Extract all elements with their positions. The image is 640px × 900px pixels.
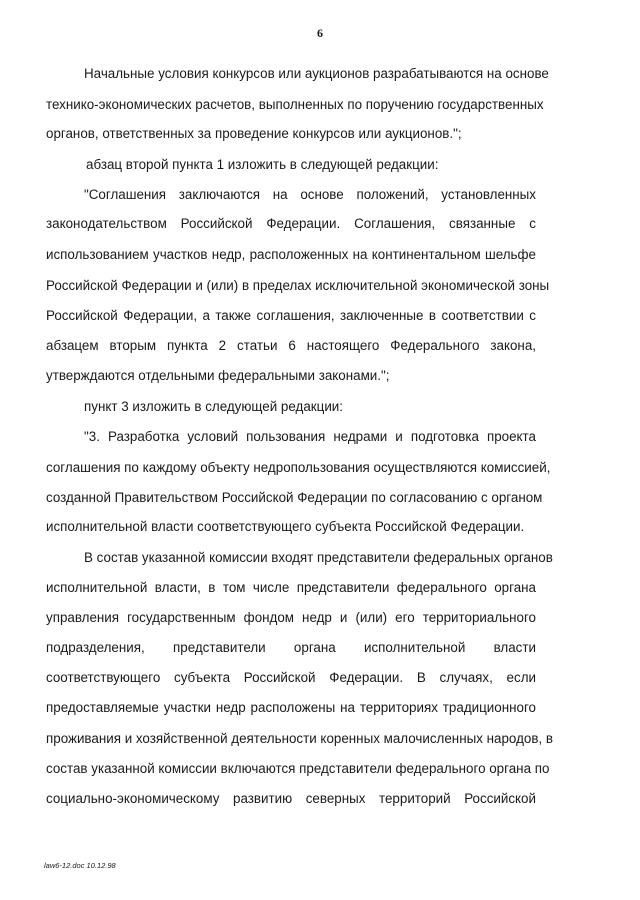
- paragraph-line: Начальные условия конкурсов или аукционов разрабатываются на основе: [84, 66, 549, 81]
- paragraph-line: проживания и хозяйственной деятельности коренных малочисленных народов, в: [46, 731, 553, 746]
- paragraph-line: "Соглашения заключаются на основе положений, установленных: [84, 187, 536, 202]
- page-number: 6: [317, 26, 323, 40]
- paragraph-line: управления государственным фондом недр и (или) его территориального: [46, 610, 536, 625]
- paragraph-line: пункт 3 изложить в следующей редакции:: [84, 399, 343, 414]
- paragraph-line: абзацем вторым пункта 2 статьи 6 настоящего Федерального закона,: [46, 338, 536, 353]
- paragraph-line: технико-экономических расчетов, выполненных по поручению государственных: [46, 97, 544, 112]
- paragraph-line: соглашения по каждому объекту недропользования осуществляются комиссией,: [46, 460, 551, 475]
- paragraph-line: "3. Разработка условий пользования недрами и подготовка проекта: [84, 429, 536, 444]
- paragraph-line: исполнительной власти соответствующего субъекта Российской Федерации.: [46, 519, 525, 534]
- paragraph-line: органов, ответственных за проведение конкурсов или аукционов.";: [46, 126, 462, 141]
- paragraph-line: исполнительной власти, в том числе представители федерального органа: [46, 580, 536, 595]
- paragraph-line: Российской Федерации, а также соглашения, заключенные в соответствии с: [46, 308, 536, 323]
- footer-file-info: law6-12.doc 10.12.98: [44, 861, 116, 870]
- paragraph-line: утверждаются отдельными федеральными законами.";: [46, 368, 390, 383]
- paragraph-line: предоставляемые участки недр расположены на территориях традиционного: [46, 700, 536, 715]
- paragraph-line: законодательством Российской Федерации. Соглашения, связанные с: [46, 216, 536, 231]
- paragraph-line: созданной Правительством Российской Федерации по согласованию с органом: [46, 490, 543, 505]
- paragraph-line: соответствующего субъекта Российской Федерации. В случаях, если: [46, 670, 536, 685]
- paragraph-line: использованием участков недр, расположенных на континентальном шельфе: [46, 247, 536, 262]
- paragraph-line: подразделения, представители органа исполнительной власти: [46, 640, 536, 655]
- paragraph-line: абзац второй пункта 1 изложить в следующей редакции:: [86, 157, 439, 172]
- paragraph-line: социально-экономическому развитию северных территорий Российской: [46, 791, 536, 806]
- paragraph-line: состав указанной комиссии включаются представители федерального органа по: [46, 761, 550, 776]
- paragraph-line: В состав указанной комиссии входят представители федеральных органов: [84, 550, 553, 565]
- paragraph-line: Российской Федерации и (или) в пределах исключительной экономической зоны: [46, 278, 550, 293]
